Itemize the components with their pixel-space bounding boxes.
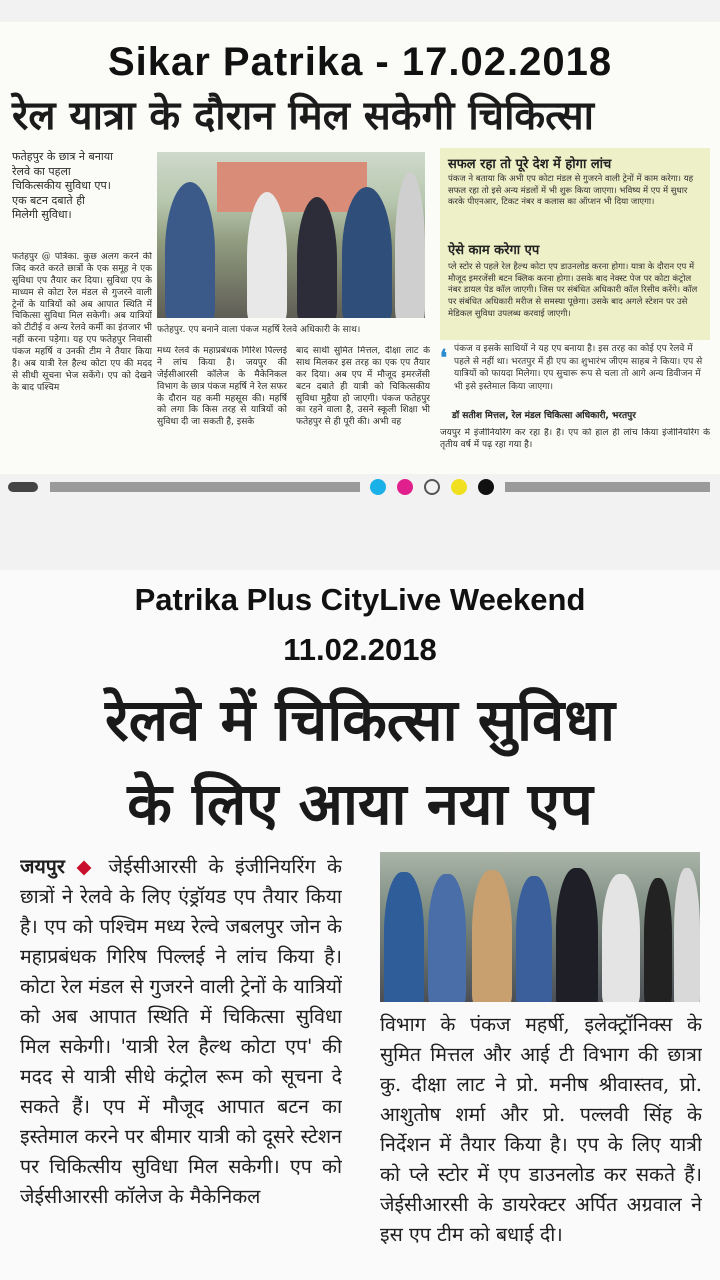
person-figure — [395, 172, 425, 318]
registration-bar — [50, 482, 360, 492]
clipping-2-headline-line-2: के लिए आया नया एप — [127, 770, 593, 838]
box-heading-2: ऐसे काम करेगा एप — [448, 243, 540, 258]
person-figure — [674, 868, 700, 1002]
clipping-1-photo-caption: फतेहपुर. एप बनाने वाला पंकज महर्षि रेलवे अधिकारी के साथ। — [157, 325, 361, 335]
person-figure — [384, 872, 424, 1002]
lead-line: फतेहपुर के छात्र ने बनाया — [12, 150, 113, 163]
person-figure — [342, 187, 392, 318]
registration-bar — [8, 482, 38, 492]
lead-line: एक बटन दबाते ही — [12, 193, 85, 207]
clipping-2-date: 11.02.2018 — [283, 632, 437, 667]
clipping-1-body-col-2: मध्य रेलवे के महाप्रबंधक गिरिश पिल्लई ने लांच किया है। जयपुर की जेईसीआरसी कॉलेज के मैकेनिकल विभाग के छात्र पंकज महर्षि ने रेल सफर के दौरान यह कमी महसूस की। महर्षि को लगा कि किस तरह से यात्रियों को सुविधा दी जा सकती है, इसके — [157, 346, 287, 428]
clipping-2-photo — [380, 852, 700, 1002]
clipping-1-title: Sikar Patrika - 17.02.2018 — [107, 40, 613, 84]
clipping-1-lead — [12, 150, 152, 223]
clipping-1-body-col-3: बाद साथी सुमित मित्तल, दीक्षा लाट के साथ मिलकर इस तरह का एक एप तैयार कर दिया। अब एप में मौजूद इमरजेंसी बटन दबाते ही यात्री को चिकित्सकीय सुविधा मुहैया हो जाएगी। पंकज फतेहपुर का रहने वाला है, उसने स्कूली शिक्षा भी फतेहपुर से ही पूरी की। अभी वह — [296, 346, 430, 428]
clipping-1-headline: रेल यात्रा के दौरान मिल सकेगी चिकित्सा — [12, 92, 594, 139]
person-figure — [428, 874, 466, 1002]
clipping-2-headline-line-1: रेलवे में चिकित्सा सुविधा — [105, 686, 615, 754]
yellow-dot-icon — [451, 479, 467, 495]
body-left-text: जेईसीआरसी के इंजीनियरिंग के छात्रों ने रेलवे के लिए एंड्रॉयड एप तैयार किया है। एप को पश्चिम मध्य रेल्वे जबलपुर जोन के महाप्रबंधक गिरिष पिल्लई ने लांच किया है। कोटा रेल मंडल से गुजरने वाली ट्रेनों के यात्रियों को अब आपात स्थिति में चिकित्सा सुविधा मिल सकेगी। 'यात्री रेल हैल्थ कोटा एप' की मदद से यात्री सीधे कंट्रोल रूम को सूचना दे सकते हैं। एप में मौजूद आपात बटन का इस्तेमाल करने पर बीमार यात्री को दूसरे स्टेशन पर चिकित्सीय सुविधा मिल सकेगी। एप को जेईसीआरसी कॉलेज के मैकेनिकल — [20, 855, 342, 1209]
clipping-2-title: Patrika Plus CityLive Weekend — [134, 582, 586, 617]
print-registration-strip — [0, 476, 720, 496]
building-shape — [217, 162, 367, 212]
person-figure — [297, 197, 337, 318]
box-heading-1: सफल रहा तो पूरे देश में होगा लांच — [448, 157, 612, 172]
black-dot-icon — [478, 479, 494, 495]
person-figure — [472, 870, 512, 1002]
box-text-1: पंकज ने बताया कि अभी एप कोटा मंडल से गुजरने वाली ट्रेनों में काम करेगा। यह सफल रहा तो इसे अन्य मंडलों में भी शुरू किया जाएगा। भविष्य में एप में सुधार करके पीएनआर, टिकट नंबर व कलास का ऑप्शन भी दिया जाएगा। — [448, 174, 694, 208]
quote-attribution: डॉ सतीश मित्तल, रेल मंडल चिकित्सा अधिकारी, भरतपुर — [452, 411, 636, 421]
box-text-2: प्ले स्टोर से पहले रेल हैल्थ कोटा एप डाउनलोड करना होगा। यात्रा के दौरान एप में मौजूद इमरजेंसी बटन क्लिक करना होगा। उसके बाद नेक्स्ट पेज पर कोटा कंट्रोल नंबर डायल पेड कॉल जाएगी। जिस पर संबंधित अधिकारी कॉल रिसीव करेंगे। कॉल पर संबंधित अधिकारी मरीज से समस्या पूछेगा। उसके बाद अगले स्टेशन पर उसे मेडिकल सुविधा उपलब्ध करवाई जाएगी। — [448, 262, 698, 319]
clipping-1-photo — [157, 152, 425, 318]
clipping-separator — [0, 500, 720, 570]
person-figure — [602, 874, 640, 1002]
person-figure — [556, 868, 598, 1002]
person-figure — [516, 876, 552, 1002]
cyan-dot-icon — [370, 479, 386, 495]
clipping-2-body-right: विभाग के पंकज महर्षी, इलेक्ट्रॉनिक्स के सुमित मित्तल और आई टी विभाग की छात्रा कु. दीक्षा लाट ने प्रो. मनीष श्रीवास्तव, प्रो. आशुतोष शर्मा और प्रो. पल्लवी सिंह के निर्देशन में तैयार किया है। एप के लिए यात्री को प्ले स्टोर में एप डाउनलोड कर सकते हैं। जेईसीआरसी के डायरेक्टर अर्पित अग्रवाल ने इस एप टीम को बधाई दी। — [380, 1013, 702, 1247]
clipping-1-quote — [440, 343, 710, 413]
registration-bar — [505, 482, 710, 492]
clipping-1-body-col-4: जयपुर में इंजीनियरिंग कर रहा है। है। एप को हाल ही लांच किया इंजीनियरिंग के तृतीय वर्ष में पढ़ रहा गया है। — [440, 428, 710, 450]
quote-mark-icon: ❛ — [440, 345, 448, 371]
quote-text: पंकज व इसके साथियों ने यह एप बनाया है। इस तरह का कोई एप रेलवे में पहले से नहीं था। भरतपुर में ही एप का शुभारंभ जीएम साहब ने किया। एप से यात्रियों को फायदा मिलेगा। एप सुचारू रूप से चला तो आगे अन्य डिवीजन में भी इसे इस्तेमाल किया जाएगा। — [454, 344, 703, 392]
lead-line: मिलेगी सुविधा। — [12, 208, 72, 222]
person-figure — [165, 182, 215, 318]
clipping-2-body-left — [20, 852, 342, 1280]
lead-line: चिकित्सकीय सुविधा एप। — [12, 179, 111, 193]
dateline-diamond-icon: ◆ — [76, 855, 97, 878]
clipping-1-sidebar-box — [440, 148, 710, 340]
magenta-dot-icon — [397, 479, 413, 495]
lead-line: रेलवे का पहला — [12, 164, 71, 178]
dateline: जयपुर — [20, 855, 65, 878]
person-figure — [644, 878, 672, 1002]
crosshair-icon — [424, 479, 440, 495]
clipping-1-body-col-1: फतेहपुर @ पत्रिका. कुछ अलग करने की जिद करते करते छात्रों के एक समूह ने एक सुविधा एप तैयार कर दिया। सुविधा एप के माध्यम से कोटा रेल मंडल से गुजरने वाली ट्रेनों के यात्रियों को अब आपात स्थिति में चिकित्सा सुविधा मिल सकेगी। अब यात्रियों को टीटीई व अन्य रेलवे कर्मी का इंतजार भी नहीं करना पड़ेगा। यह एप फतेहपुर निवासी पंकज महर्षि व उनकी टीम ने तैयार किया है। अब यात्री रेल हैल्थ कोटा एप की मदद से सीधी सूचना भेज सकेंगे। एप को देखने के बाद पश्चिम — [12, 252, 152, 393]
person-figure — [247, 192, 287, 318]
